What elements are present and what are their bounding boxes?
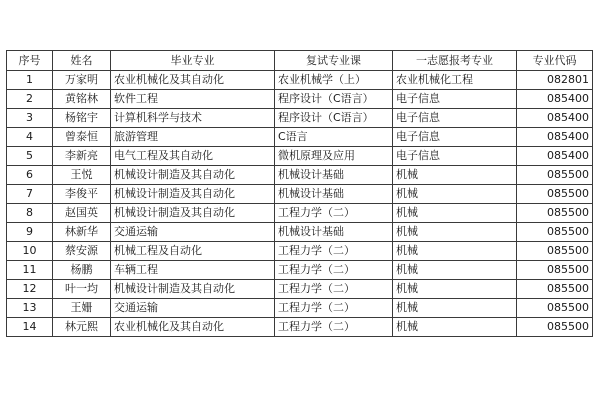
cell-seq: 14 <box>7 318 53 337</box>
cell-retest-course: 程序设计（C语言） <box>275 90 393 109</box>
cell-major-code: 085500 <box>517 223 593 242</box>
cell-seq: 5 <box>7 147 53 166</box>
cell-name: 林元熙 <box>53 318 111 337</box>
cell-first-choice: 机械 <box>393 166 517 185</box>
cell-seq: 1 <box>7 71 53 90</box>
cell-first-choice: 机械 <box>393 242 517 261</box>
cell-first-choice: 电子信息 <box>393 109 517 128</box>
cell-retest-course: 农业机械学（上） <box>275 71 393 90</box>
cell-grad-major: 机械设计制造及其自动化 <box>111 204 275 223</box>
table-row <box>7 261 593 280</box>
cell-seq: 9 <box>7 223 53 242</box>
cell-first-choice: 机械 <box>393 223 517 242</box>
cell-grad-major: 机械工程及自动化 <box>111 242 275 261</box>
cell-retest-course: 工程力学（二） <box>275 261 393 280</box>
cell-seq: 2 <box>7 90 53 109</box>
cell-seq: 10 <box>7 242 53 261</box>
cell-seq: 3 <box>7 109 53 128</box>
cell-seq: 11 <box>7 261 53 280</box>
cell-major-code: 085500 <box>517 185 593 204</box>
cell-retest-course: 工程力学（二） <box>275 242 393 261</box>
cell-retest-course: 工程力学（二） <box>275 318 393 337</box>
cell-retest-course: 机械设计基础 <box>275 166 393 185</box>
cell-grad-major: 机械设计制造及其自动化 <box>111 280 275 299</box>
cell-first-choice: 机械 <box>393 280 517 299</box>
table-row <box>7 185 593 204</box>
table-row <box>7 223 593 242</box>
cell-retest-course: 工程力学（二） <box>275 204 393 223</box>
cell-major-code: 082801 <box>517 71 593 90</box>
cell-retest-course: 机械设计基础 <box>275 185 393 204</box>
cell-grad-major: 电气工程及其自动化 <box>111 147 275 166</box>
cell-first-choice: 农业机械化工程 <box>393 71 517 90</box>
cell-retest-course: 工程力学（二） <box>275 280 393 299</box>
cell-name: 曾泰恒 <box>53 128 111 147</box>
header-seq: 序号 <box>7 51 53 71</box>
cell-name: 王姗 <box>53 299 111 318</box>
cell-first-choice: 机械 <box>393 318 517 337</box>
cell-grad-major: 机械设计制造及其自动化 <box>111 185 275 204</box>
cell-seq: 12 <box>7 280 53 299</box>
cell-major-code: 085500 <box>517 261 593 280</box>
cell-first-choice: 机械 <box>393 299 517 318</box>
cell-name: 杨铭宇 <box>53 109 111 128</box>
cell-name: 李新亮 <box>53 147 111 166</box>
cell-name: 万家明 <box>53 71 111 90</box>
cell-major-code: 085500 <box>517 299 593 318</box>
cell-major-code: 085500 <box>517 280 593 299</box>
table-row <box>7 128 593 147</box>
table-row <box>7 242 593 261</box>
table-row <box>7 318 593 337</box>
cell-grad-major: 旅游管理 <box>111 128 275 147</box>
cell-seq: 8 <box>7 204 53 223</box>
table-row <box>7 147 593 166</box>
cell-major-code: 085400 <box>517 147 593 166</box>
cell-major-code: 085500 <box>517 204 593 223</box>
cell-retest-course: 程序设计（C语言） <box>275 109 393 128</box>
header-major-code: 专业代码 <box>517 51 593 71</box>
cell-grad-major: 交通运输 <box>111 223 275 242</box>
table-row <box>7 71 593 90</box>
cell-grad-major: 软件工程 <box>111 90 275 109</box>
table-row <box>7 166 593 185</box>
header-first-choice: 一志愿报考专业 <box>393 51 517 71</box>
cell-name: 黄铭林 <box>53 90 111 109</box>
cell-name: 林新华 <box>53 223 111 242</box>
cell-grad-major: 交通运输 <box>111 299 275 318</box>
cell-major-code: 085400 <box>517 128 593 147</box>
table-row <box>7 280 593 299</box>
cell-major-code: 085400 <box>517 109 593 128</box>
header-retest-course: 复试专业课 <box>275 51 393 71</box>
cell-seq: 6 <box>7 166 53 185</box>
header-name: 姓名 <box>53 51 111 71</box>
cell-grad-major: 车辆工程 <box>111 261 275 280</box>
cell-retest-course: 微机原理及应用 <box>275 147 393 166</box>
table-row <box>7 204 593 223</box>
cell-seq: 4 <box>7 128 53 147</box>
cell-name: 李俊平 <box>53 185 111 204</box>
cell-name: 王悦 <box>53 166 111 185</box>
header-grad-major: 毕业专业 <box>111 51 275 71</box>
cell-name: 蔡安源 <box>53 242 111 261</box>
table-row <box>7 90 593 109</box>
table-body <box>7 71 593 337</box>
cell-first-choice: 电子信息 <box>393 90 517 109</box>
cell-first-choice: 机械 <box>393 204 517 223</box>
table-header-row <box>7 51 593 71</box>
cell-name: 赵国英 <box>53 204 111 223</box>
cell-grad-major: 农业机械化及其自动化 <box>111 71 275 90</box>
cell-major-code: 085500 <box>517 166 593 185</box>
cell-first-choice: 机械 <box>393 185 517 204</box>
table-row <box>7 299 593 318</box>
cell-seq: 7 <box>7 185 53 204</box>
cell-grad-major: 计算机科学与技术 <box>111 109 275 128</box>
cell-grad-major: 农业机械化及其自动化 <box>111 318 275 337</box>
cell-name: 杨鹏 <box>53 261 111 280</box>
cell-grad-major: 机械设计制造及其自动化 <box>111 166 275 185</box>
cell-major-code: 085500 <box>517 318 593 337</box>
table-row <box>7 109 593 128</box>
cell-retest-course: 机械设计基础 <box>275 223 393 242</box>
cell-major-code: 085500 <box>517 242 593 261</box>
cell-first-choice: 机械 <box>393 261 517 280</box>
cell-retest-course: 工程力学（二） <box>275 299 393 318</box>
cell-retest-course: C语言 <box>275 128 393 147</box>
admission-table <box>6 50 593 337</box>
cell-first-choice: 电子信息 <box>393 128 517 147</box>
cell-seq: 13 <box>7 299 53 318</box>
cell-first-choice: 电子信息 <box>393 147 517 166</box>
cell-major-code: 085400 <box>517 90 593 109</box>
cell-name: 叶一均 <box>53 280 111 299</box>
